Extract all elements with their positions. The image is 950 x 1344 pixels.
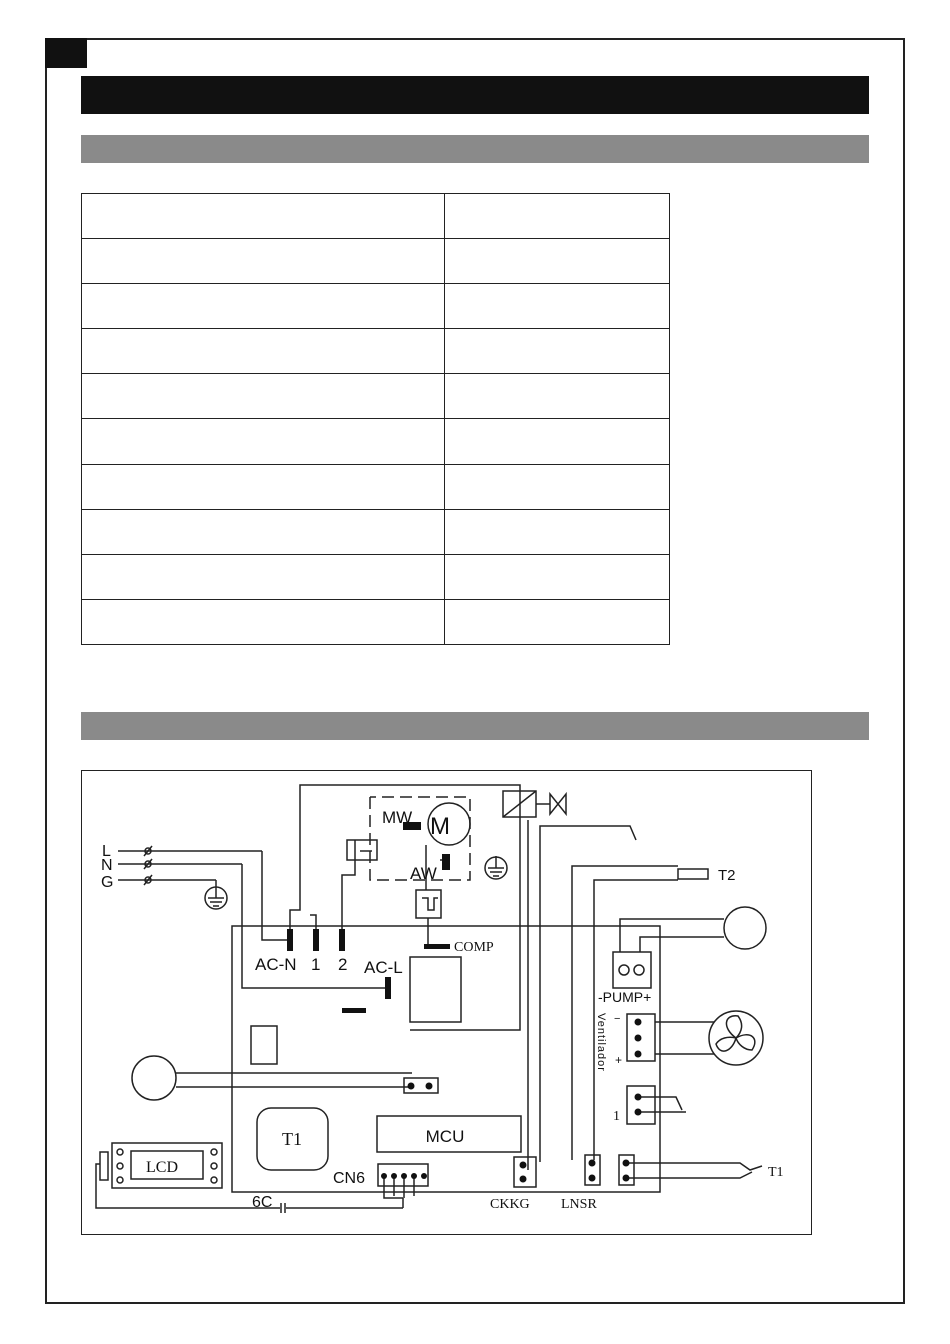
label-pump: -PUMP+ — [598, 989, 652, 1005]
mains-input-terminals — [118, 846, 262, 885]
label-g: G — [101, 874, 114, 891]
label-ac-n: AC-N — [255, 955, 297, 974]
ac-l-terminal — [385, 977, 391, 999]
label-lcd: LCD — [146, 1159, 178, 1176]
label-l: L — [102, 843, 111, 860]
label-comp: COMP — [454, 940, 494, 955]
label-mcu: MCU — [425, 1127, 465, 1146]
louver-motor-icon — [132, 1056, 176, 1100]
label-terminal-2: 2 — [338, 955, 348, 974]
capacitor — [347, 840, 377, 860]
label-sensor-1: 1 — [613, 1109, 620, 1124]
label-fan-plus: + — [615, 1053, 623, 1067]
terminal-2 — [339, 929, 345, 951]
label-t2: T2 — [718, 867, 736, 884]
label-terminal-1: 1 — [311, 955, 321, 974]
ground-icon — [205, 880, 227, 909]
label-ventilador: Ventilador — [595, 1013, 607, 1072]
comp-terminal — [424, 944, 450, 949]
sensor-connector — [627, 1086, 655, 1124]
board-jumper — [342, 1008, 366, 1013]
label-transformer: T1 — [282, 1129, 302, 1149]
label-n: N — [101, 857, 113, 874]
label-fan-minus: − — [614, 1013, 621, 1025]
valve-icon — [550, 794, 566, 814]
label-6c: 6C — [252, 1194, 273, 1211]
label-lnsr: LNSR — [561, 1197, 597, 1212]
compressor-relay — [410, 957, 461, 1022]
label-cn6: CN6 — [333, 1170, 366, 1187]
ground-icon — [485, 856, 507, 879]
label-t1-sensor: T1 — [768, 1165, 784, 1180]
pump-motor-icon — [724, 907, 766, 949]
label-ckkg: CKKG — [490, 1197, 530, 1212]
aw-terminal — [442, 854, 450, 870]
t2-sensor — [678, 869, 708, 879]
fan-icon — [709, 1011, 763, 1065]
label-ac-l: AC-L — [364, 958, 403, 977]
terminal-1 — [313, 929, 319, 951]
label-mw: MW — [382, 808, 413, 827]
ac-n-terminal — [287, 929, 293, 951]
label-aw: AW — [410, 864, 437, 883]
ic-chip — [251, 1026, 277, 1064]
label-motor: M — [430, 813, 450, 840]
ckkg-connector — [514, 1157, 536, 1187]
